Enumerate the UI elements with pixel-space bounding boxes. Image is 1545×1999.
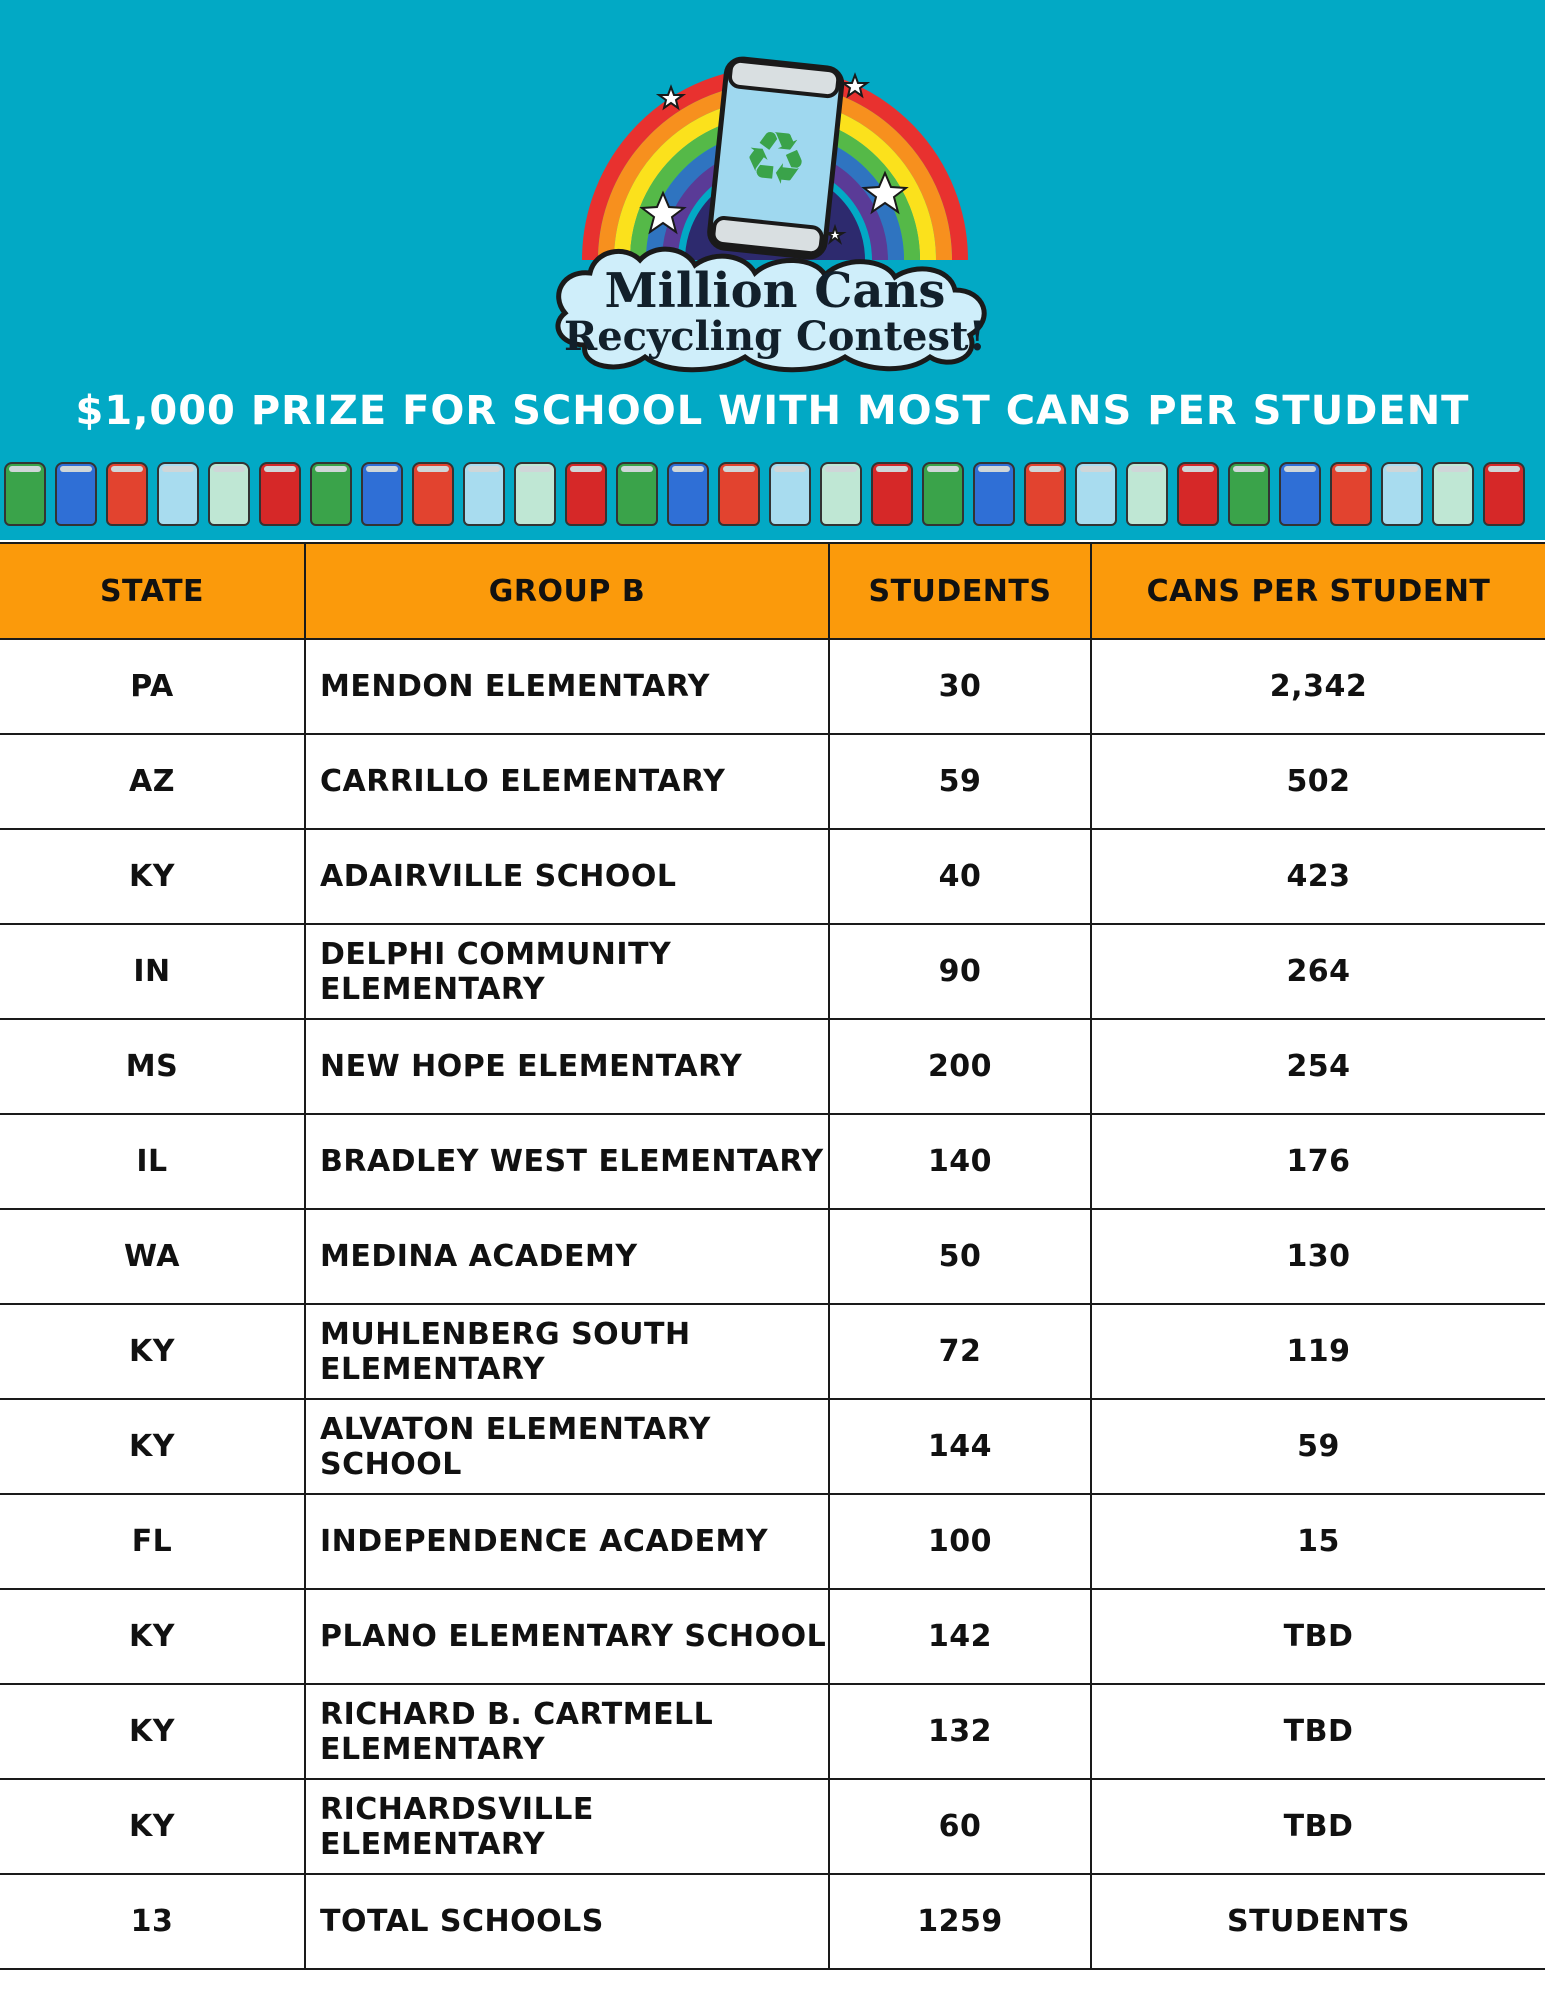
school-cell: NEW HOPE ELEMENTARY	[305, 1019, 829, 1114]
school-cell: MENDON ELEMENTARY	[305, 639, 829, 734]
red-wave-can-icon	[1330, 462, 1372, 526]
column-header-students: STUDENTS	[829, 543, 1091, 639]
state-cell: MS	[0, 1019, 305, 1114]
blue-can-icon	[667, 462, 709, 526]
logo-line1: Million Cans	[604, 263, 946, 319]
state-cell: IN	[0, 924, 305, 1019]
school-cell: BRADLEY WEST ELEMENTARY	[305, 1114, 829, 1209]
cans-cell: 130	[1091, 1209, 1545, 1304]
state-cell: FL	[0, 1494, 305, 1589]
students-cell: 59	[829, 734, 1091, 829]
school-cell: RICHARD B. CARTMELL ELEMENTARY	[305, 1684, 829, 1779]
students-cell: 50	[829, 1209, 1091, 1304]
students-cell: 40	[829, 829, 1091, 924]
state-cell: AZ	[0, 734, 305, 829]
students-cell: 132	[829, 1684, 1091, 1779]
i-love-recycle-can-icon	[463, 462, 505, 526]
soda-can-icon	[1228, 462, 1270, 526]
table-row	[0, 924, 1545, 1019]
table-row	[0, 1494, 1545, 1589]
state-cell: WA	[0, 1209, 305, 1304]
school-cell: CARRILLO ELEMENTARY	[305, 734, 829, 829]
column-header-state: STATE	[0, 543, 305, 639]
red-wave-can-icon	[718, 462, 760, 526]
school-cell: ADAIRVILLE SCHOOL	[305, 829, 829, 924]
state-cell: PA	[0, 639, 305, 734]
header-banner	[0, 0, 1545, 540]
cans-cell: 254	[1091, 1019, 1545, 1114]
school-cell: MEDINA ACADEMY	[305, 1209, 829, 1304]
total-schools-count: 13	[0, 1874, 305, 1969]
cola-can-icon	[565, 462, 607, 526]
blue-can-icon	[55, 462, 97, 526]
i-love-recycle-can-icon	[1075, 462, 1117, 526]
state-cell: KY	[0, 1589, 305, 1684]
blue-can-icon	[1279, 462, 1321, 526]
school-cell: PLANO ELEMENTARY SCHOOL	[305, 1589, 829, 1684]
red-wave-can-icon	[106, 462, 148, 526]
table-row	[0, 1304, 1545, 1399]
i-love-recycle-can-icon	[157, 462, 199, 526]
million-cans-logo	[545, 45, 1000, 380]
cans-cell: 502	[1091, 734, 1545, 829]
recycle-can-icon	[1432, 462, 1474, 526]
table-row	[0, 829, 1545, 924]
cans-cell: 119	[1091, 1304, 1545, 1399]
table-header-row	[0, 543, 1545, 639]
school-cell: RICHARDSVILLE ELEMENTARY	[305, 1779, 829, 1874]
recycle-can-icon	[708, 57, 843, 258]
students-cell: 60	[829, 1779, 1091, 1874]
table-row	[0, 639, 1545, 734]
cans-cell: 15	[1091, 1494, 1545, 1589]
state-cell: KY	[0, 1779, 305, 1874]
table-row	[0, 1019, 1545, 1114]
cola-can-icon	[259, 462, 301, 526]
column-header-cans-per-student: CANS PER STUDENT	[1091, 543, 1545, 639]
recycle-can-icon	[208, 462, 250, 526]
cans-cell: 423	[1091, 829, 1545, 924]
state-cell: KY	[0, 829, 305, 924]
school-cell: INDEPENDENCE ACADEMY	[305, 1494, 829, 1589]
state-cell: KY	[0, 1399, 305, 1494]
cans-cell: 2,342	[1091, 639, 1545, 734]
school-cell: ALVATON ELEMENTARY SCHOOL	[305, 1399, 829, 1494]
table-row	[0, 1209, 1545, 1304]
table-row	[0, 734, 1545, 829]
students-cell: 30	[829, 639, 1091, 734]
svg-text:♻: ♻	[739, 112, 813, 204]
logo-line2: Recycling Contest!	[563, 313, 987, 360]
cola-can-icon	[1177, 462, 1219, 526]
cola-can-icon	[1483, 462, 1525, 526]
table-row	[0, 1589, 1545, 1684]
recycle-can-icon	[1126, 462, 1168, 526]
state-cell: KY	[0, 1304, 305, 1399]
soda-can-icon	[616, 462, 658, 526]
total-students-count: 1259	[829, 1874, 1091, 1969]
students-cell: 140	[829, 1114, 1091, 1209]
soda-can-icon	[922, 462, 964, 526]
students-cell: 72	[829, 1304, 1091, 1399]
prize-banner-text: $1,000 PRIZE FOR SCHOOL WITH MOST CANS PER STUDENT	[75, 388, 1470, 434]
table-row	[0, 1399, 1545, 1494]
recycle-can-icon	[514, 462, 556, 526]
recycle-can-icon	[820, 462, 862, 526]
i-love-recycle-can-icon	[769, 462, 811, 526]
i-love-recycle-can-icon	[1381, 462, 1423, 526]
red-wave-can-icon	[412, 462, 454, 526]
standings-table	[0, 542, 1545, 1970]
students-cell: 200	[829, 1019, 1091, 1114]
soda-can-icon	[4, 462, 46, 526]
cans-cell: TBD	[1091, 1589, 1545, 1684]
cola-can-icon	[871, 462, 913, 526]
blue-can-icon	[973, 462, 1015, 526]
cans-cell: TBD	[1091, 1684, 1545, 1779]
school-cell: DELPHI COMMUNITY ELEMENTARY	[305, 924, 829, 1019]
total-row	[0, 1874, 1545, 1969]
blue-can-icon	[361, 462, 403, 526]
cans-cell: 264	[1091, 924, 1545, 1019]
cans-cell: 59	[1091, 1399, 1545, 1494]
students-cell: 142	[829, 1589, 1091, 1684]
cans-cell: TBD	[1091, 1779, 1545, 1874]
table-row	[0, 1114, 1545, 1209]
total-students-label: STUDENTS	[1091, 1874, 1545, 1969]
students-cell: 100	[829, 1494, 1091, 1589]
red-wave-can-icon	[1024, 462, 1066, 526]
state-cell: IL	[0, 1114, 305, 1209]
table-row	[0, 1684, 1545, 1779]
students-cell: 90	[829, 924, 1091, 1019]
school-cell: MUHLENBERG SOUTH ELEMENTARY	[305, 1304, 829, 1399]
total-schools-label: TOTAL SCHOOLS	[305, 1874, 829, 1969]
cans-cell: 176	[1091, 1114, 1545, 1209]
column-header-group: GROUP B	[305, 543, 829, 639]
soda-can-icon	[310, 462, 352, 526]
state-cell: KY	[0, 1684, 305, 1779]
table-row	[0, 1779, 1545, 1874]
students-cell: 144	[829, 1399, 1091, 1494]
decorative-can-strip	[0, 462, 1545, 532]
